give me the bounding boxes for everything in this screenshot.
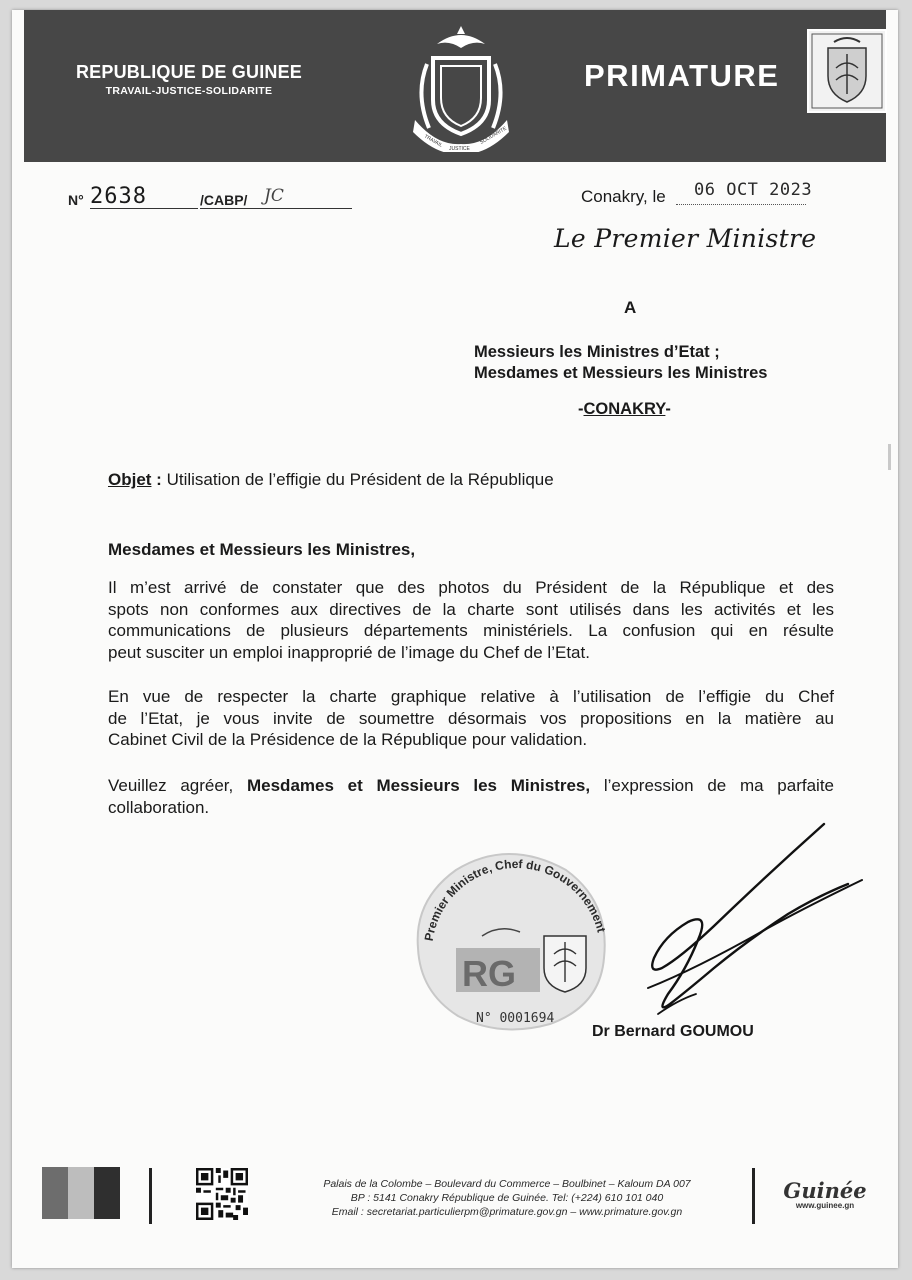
svg-text:JUSTICE: JUSTICE bbox=[449, 146, 470, 152]
reference-suffix: /CABP/ bbox=[200, 192, 248, 208]
body-paragraph bbox=[108, 686, 834, 751]
paragraph-line bbox=[108, 775, 834, 797]
dateline-city: Conakry, le bbox=[581, 187, 666, 206]
coat-of-arms-icon bbox=[397, 24, 525, 152]
closing-addressee: Mesdames et Messieurs les Ministres, bbox=[246, 776, 591, 795]
date-stamp: 06 OCT 2023 bbox=[694, 180, 813, 200]
letter-page bbox=[12, 10, 898, 1268]
subject-separator: : bbox=[151, 470, 167, 489]
footer-address bbox=[282, 1177, 732, 1219]
guinee-logo bbox=[780, 1178, 870, 1210]
official-stamp bbox=[404, 840, 620, 1034]
reference-rule bbox=[200, 208, 352, 209]
sender-title: Le Premier Ministre bbox=[554, 224, 817, 253]
reference-number: 2638 bbox=[90, 184, 147, 209]
recipient-line: Mesdames et Messieurs les Ministres bbox=[474, 364, 768, 382]
letterhead-band bbox=[24, 10, 886, 162]
national-flag-icon bbox=[42, 1167, 118, 1219]
address-line: Email : secretariat.particulierpm@primature.gov.gn – www.primature.gov.gn bbox=[331, 1206, 683, 1218]
salutation: Mesdames et Messieurs les Ministres, bbox=[108, 540, 416, 559]
stamp-ring-text: Premier Ministre, Chef du Gouvernement bbox=[421, 856, 609, 942]
reference-rule bbox=[90, 208, 198, 209]
country-name: REPUBLIQUE DE GUINEE bbox=[75, 62, 303, 82]
paragraph-line: collaboration. bbox=[108, 797, 210, 817]
signatory-name: Dr Bernard GOUMOU bbox=[592, 1023, 754, 1040]
logo-wordmark: Guinée bbox=[783, 1178, 867, 1203]
address-line: BP : 5141 Conakry République de Guinée. Tel: (+224) 610 101 040 bbox=[350, 1192, 664, 1204]
paragraph-line: peut susciter un emploi inapproprié de l’image du Chef de l’Etat. bbox=[108, 642, 590, 662]
reference-initials: JC bbox=[264, 186, 284, 206]
footer-divider bbox=[149, 1168, 152, 1224]
recipient-prefix: A bbox=[624, 298, 637, 317]
paragraph-line: de l’Etat, je vous invite de soumettre désormais vos propositions en la matière au bbox=[108, 708, 834, 728]
handwritten-signature bbox=[618, 818, 868, 1028]
stamp-initials: RG bbox=[462, 953, 516, 994]
address-line: Palais de la Colombe – Boulevard du Commerce – Boulbinet – Kaloum DA 007 bbox=[323, 1178, 691, 1190]
flag-band-green bbox=[94, 1167, 120, 1219]
qr-code-icon bbox=[196, 1168, 248, 1220]
recipient-city-dash: - bbox=[665, 400, 671, 418]
closing-paragraph bbox=[108, 775, 834, 818]
subject-label: Objet bbox=[108, 470, 152, 489]
recipient-city-dash: - bbox=[578, 400, 584, 418]
paragraph-line: En vue de respecter la charte graphique relative à l’utilisation de l’effigie du Chef bbox=[108, 687, 834, 706]
paragraph-line: communications de plusieurs départements ministériels. La confusion qui en résulte bbox=[108, 621, 834, 640]
closing-text: Veuillez agréer, bbox=[108, 776, 247, 795]
subject-line bbox=[108, 470, 554, 490]
subject-text: Utilisation de l’effigie du Président de la République bbox=[166, 470, 554, 489]
institution-name: PRIMATURE bbox=[584, 58, 780, 93]
date-rule bbox=[676, 204, 806, 205]
closing-text: l’expression de ma parfaite bbox=[590, 776, 834, 795]
logo-url: www.guinee.gn bbox=[795, 1201, 855, 1210]
stamp-number: N° 0001694 bbox=[476, 1011, 555, 1026]
scan-margin-mark bbox=[888, 444, 891, 470]
recipient-city-name: CONAKRY bbox=[583, 400, 666, 418]
svg-text:SOLIDARITE: SOLIDARITE bbox=[479, 125, 508, 146]
reference-number-label: N° bbox=[68, 192, 84, 208]
recipient-line: Messieurs les Ministres d’Etat ; bbox=[474, 343, 720, 361]
primature-seal-icon bbox=[806, 28, 888, 114]
paragraph-line: Cabinet Civil de la Présidence de la République pour validation. bbox=[108, 730, 588, 749]
flag-band-red bbox=[42, 1167, 68, 1219]
paragraph-line: spots non conformes aux directives de la charte sont utilisés dans les activités et les bbox=[108, 599, 834, 619]
country-block bbox=[64, 62, 314, 97]
flag-band-yellow bbox=[68, 1167, 94, 1219]
national-motto: TRAVAIL-JUSTICE-SOLIDARITE bbox=[105, 85, 273, 97]
svg-text:TRAVAIL: TRAVAIL bbox=[423, 133, 444, 149]
footer-divider bbox=[752, 1168, 755, 1224]
paragraph-line: Il m’est arrivé de constater que des photos du Président de la République et des bbox=[108, 578, 834, 597]
body-paragraph bbox=[108, 577, 834, 663]
recipient-city bbox=[578, 400, 671, 419]
